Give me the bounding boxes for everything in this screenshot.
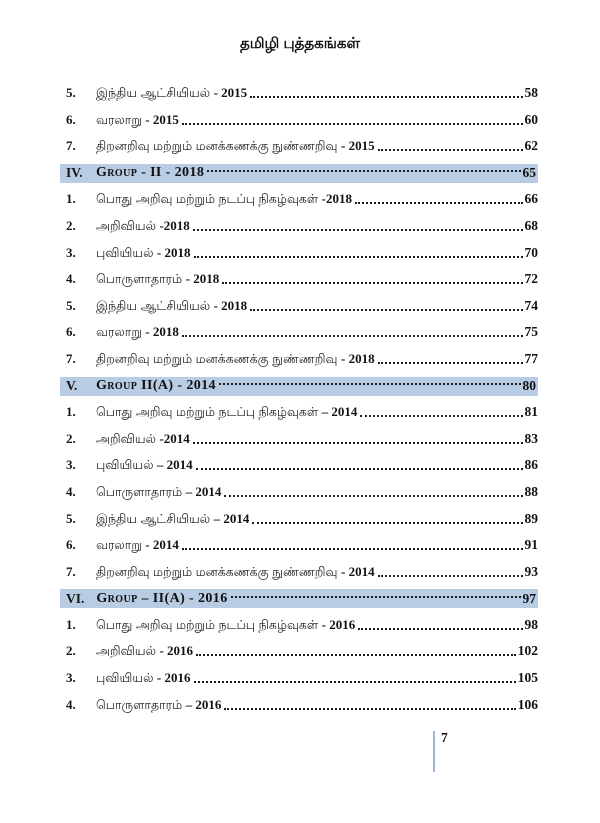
dot-leader	[196, 654, 516, 656]
toc-entry-number: 4.	[66, 483, 76, 499]
toc-entry-label	[96, 484, 221, 500]
dot-leader	[250, 96, 522, 98]
toc-entry	[60, 669, 538, 696]
toc-entry-year: - 2014	[341, 563, 375, 579]
toc-entry-year: - 2015	[213, 85, 248, 100]
toc-entry-title: இந்திய ஆட்சியியல்	[96, 298, 214, 313]
toc-entry	[60, 642, 538, 669]
toc-entry-number: 4.	[66, 271, 76, 287]
section-highlight-bar	[60, 164, 538, 183]
toc-section-header	[60, 164, 538, 191]
toc-entry-page-number: 98	[524, 616, 538, 632]
toc-entry-label	[96, 537, 179, 553]
dot-leader	[194, 681, 516, 683]
toc-entry-year: - 2018	[145, 324, 179, 340]
toc-entry-label	[96, 351, 375, 367]
table-of-contents	[60, 84, 538, 722]
toc-entry-year: - 2018	[341, 350, 375, 366]
toc-entry-title: பொது அறிவு மற்றும் நடப்பு நிகழ்வுகள்	[96, 192, 322, 207]
toc-entry-label	[96, 298, 247, 314]
toc-entry-number: 6.	[66, 111, 76, 127]
toc-entry	[60, 616, 538, 643]
toc-entry-number: 3.	[66, 457, 76, 473]
toc-entry-label	[96, 191, 352, 207]
toc-entry-title: வரலாறு	[96, 112, 146, 127]
toc-entry-title: புவியியல்	[96, 671, 157, 686]
toc-entry-page-number: 77	[524, 350, 538, 366]
toc-entry-number: 7.	[66, 350, 76, 366]
toc-section-numeral: V.	[66, 378, 78, 394]
toc-entry-page-number: 68	[524, 217, 538, 233]
toc-entry-number: 5.	[66, 297, 76, 313]
toc-entry-label	[96, 112, 179, 128]
toc-entry-year: - 2015	[145, 111, 179, 127]
toc-entry-number: 3.	[66, 670, 76, 686]
toc-section-numeral: IV.	[66, 165, 83, 181]
toc-entry-page-number: 74	[524, 297, 538, 313]
toc-entry-year: - 2016	[159, 643, 194, 659]
toc-entry-year: -2018	[321, 191, 353, 207]
toc-entry	[60, 510, 538, 537]
toc-entry-year: – 2014	[185, 483, 222, 499]
footer-page-number: 7	[441, 730, 448, 745]
dot-leader	[194, 256, 523, 258]
toc-entry	[60, 137, 538, 164]
toc-entry-page-number: 60	[524, 111, 538, 127]
toc-entry-page-number: 105	[517, 670, 538, 686]
toc-entry-year: - 2018	[213, 297, 248, 313]
toc-entry-title: பொருளாதாரம்	[96, 697, 186, 712]
toc-entry-page-number: 102	[517, 643, 538, 659]
toc-entry-title: பொருளாதாரம்	[96, 272, 186, 287]
dot-leader	[196, 468, 523, 470]
toc-entry-label	[96, 511, 249, 527]
section-highlight-bar	[60, 377, 538, 396]
toc-entry-page-number: 91	[524, 537, 538, 553]
toc-entry-label	[96, 670, 191, 686]
toc-entry	[60, 190, 538, 217]
dot-leader	[250, 309, 522, 311]
toc-entry-title: பொருளாதாரம்	[96, 484, 186, 499]
toc-section-title: Group – II(A) - 2016	[96, 590, 228, 606]
toc-entry-label	[96, 697, 221, 713]
dot-leader	[182, 123, 523, 125]
toc-section-page-number: 97	[522, 590, 536, 606]
dot-leader	[193, 442, 523, 444]
toc-entry	[60, 456, 538, 483]
dot-leader	[378, 362, 523, 364]
toc-entry-page-number: 62	[524, 138, 538, 154]
toc-entry-label	[96, 324, 179, 340]
toc-entry-year: – 2014	[156, 457, 193, 473]
toc-entry-label	[96, 404, 357, 420]
toc-entry	[60, 84, 538, 111]
toc-entry	[60, 403, 538, 430]
toc-entry-page-number: 106	[517, 696, 538, 712]
toc-entry-number: 7.	[66, 138, 76, 154]
toc-entry-label	[96, 271, 219, 287]
toc-entry-page-number: 89	[524, 510, 538, 526]
footer-divider-line	[433, 731, 435, 772]
toc-entry	[60, 430, 538, 457]
toc-section-header	[60, 589, 538, 616]
toc-entry-label	[96, 218, 190, 234]
toc-entry-title: பொது அறிவு மற்றும் நடப்பு நிகழ்வுகள்	[96, 405, 322, 420]
toc-entry-title: வரலாறு	[96, 538, 146, 553]
toc-entry-number: 3.	[66, 244, 76, 260]
toc-entry	[60, 483, 538, 510]
toc-entry-label	[96, 138, 375, 154]
toc-entry-title: இந்திய ஆட்சியியல்	[96, 86, 214, 100]
toc-section-title: Group II(A) - 2014	[96, 378, 216, 394]
toc-section-numeral: VI.	[66, 590, 85, 606]
dot-leader	[378, 149, 523, 151]
toc-entry-number: 1.	[66, 404, 76, 420]
toc-entry-year: - 2016	[321, 616, 356, 632]
dot-leader	[207, 170, 520, 172]
toc-section-title: Group - II - 2018	[96, 165, 205, 181]
dot-leader	[193, 229, 523, 231]
section-highlight-bar	[60, 589, 538, 608]
toc-entry-label	[96, 457, 193, 473]
dot-leader	[182, 335, 523, 337]
toc-entry-label	[96, 564, 375, 580]
dot-leader	[224, 495, 522, 497]
toc-entry-page-number: 75	[524, 324, 538, 340]
toc-entry	[60, 111, 538, 138]
toc-entry	[60, 217, 538, 244]
toc-entry	[60, 563, 538, 590]
toc-entry	[60, 323, 538, 350]
toc-entry-number: 5.	[66, 85, 76, 100]
toc-entry-title: புவியியல்	[96, 458, 157, 473]
dot-leader	[182, 548, 523, 550]
toc-entry-year: - 2015	[341, 138, 375, 154]
toc-entry	[60, 536, 538, 563]
toc-entry	[60, 696, 538, 723]
toc-entry-page-number: 86	[524, 457, 538, 473]
toc-entry-number: 1.	[66, 616, 76, 632]
toc-section-page-number: 65	[522, 165, 536, 181]
toc-entry-label	[96, 431, 190, 447]
toc-entry-title: வரலாறு	[96, 325, 146, 340]
toc-entry	[60, 244, 538, 271]
toc-entry-page-number: 58	[524, 85, 538, 100]
dot-leader	[358, 628, 522, 630]
toc-entry-number: 2.	[66, 430, 76, 446]
page-title: தமிழி புத்தகங்கள்	[239, 35, 361, 52]
toc-entry-number: 7.	[66, 563, 76, 579]
toc-entry-title: இந்திய ஆட்சியியல்	[96, 511, 214, 526]
toc-entry-title: திறனறிவு மற்றும் மனக்கணக்கு நுண்ணறிவு	[96, 139, 341, 154]
toc-entry	[60, 350, 538, 377]
toc-entry-number: 2.	[66, 217, 76, 233]
toc-entry-title: அறிவியல்	[96, 431, 160, 446]
toc-entry-number: 6.	[66, 537, 76, 553]
toc-entry-page-number: 66	[524, 191, 538, 207]
toc-entry-number: 2.	[66, 643, 76, 659]
toc-entry-label	[96, 617, 355, 633]
toc-entry-title: அறிவியல்	[96, 644, 160, 659]
dot-leader	[224, 708, 515, 710]
toc-entry-number: 1.	[66, 191, 76, 207]
dot-leader	[378, 575, 523, 577]
toc-entry-year: - 2018	[185, 271, 220, 287]
toc-entry-year: - 2014	[145, 537, 179, 553]
toc-section-header	[60, 377, 538, 404]
dot-leader	[355, 202, 522, 204]
toc-entry-year: -2018	[159, 217, 190, 233]
toc-entry	[60, 270, 538, 297]
toc-entry-title: பொது அறிவு மற்றும் நடப்பு நிகழ்வுகள்	[96, 617, 322, 632]
toc-entry-year: - 2018	[156, 244, 191, 260]
toc-entry-label	[96, 643, 193, 659]
toc-section-page-number: 80	[522, 378, 536, 394]
toc-entry-title: திறனறிவு மற்றும் மனக்கணக்கு நுண்ணறிவு	[96, 351, 341, 366]
toc-entry-title: புவியியல்	[96, 245, 157, 260]
toc-entry-year: - 2016	[156, 670, 191, 686]
toc-entry-page-number: 70	[524, 244, 538, 260]
dot-leader	[360, 415, 522, 417]
toc-entry-year: – 2016	[185, 696, 222, 712]
toc-entry-label	[96, 245, 191, 261]
toc-entry-year: – 2014	[321, 404, 358, 420]
toc-entry-page-number: 88	[524, 483, 538, 499]
dot-leader	[222, 282, 522, 284]
dot-leader	[219, 383, 521, 385]
toc-entry-page-number: 81	[524, 404, 538, 420]
toc-entry-title: திறனறிவு மற்றும் மனக்கணக்கு நுண்ணறிவு	[96, 564, 341, 579]
toc-entry-number: 4.	[66, 696, 76, 712]
toc-entry	[60, 297, 538, 324]
toc-entry-page-number: 72	[524, 271, 538, 287]
toc-entry-title: அறிவியல்	[96, 218, 160, 233]
toc-entry-page-number: 93	[524, 563, 538, 579]
toc-entry-year: – 2014	[213, 510, 250, 526]
toc-entry-label	[96, 85, 247, 101]
toc-entry-number: 6.	[66, 324, 76, 340]
toc-entry-number: 5.	[66, 510, 76, 526]
dot-leader	[252, 522, 522, 524]
toc-entry-year: -2014	[159, 430, 190, 446]
dot-leader	[231, 596, 521, 598]
toc-entry-page-number: 83	[524, 430, 538, 446]
